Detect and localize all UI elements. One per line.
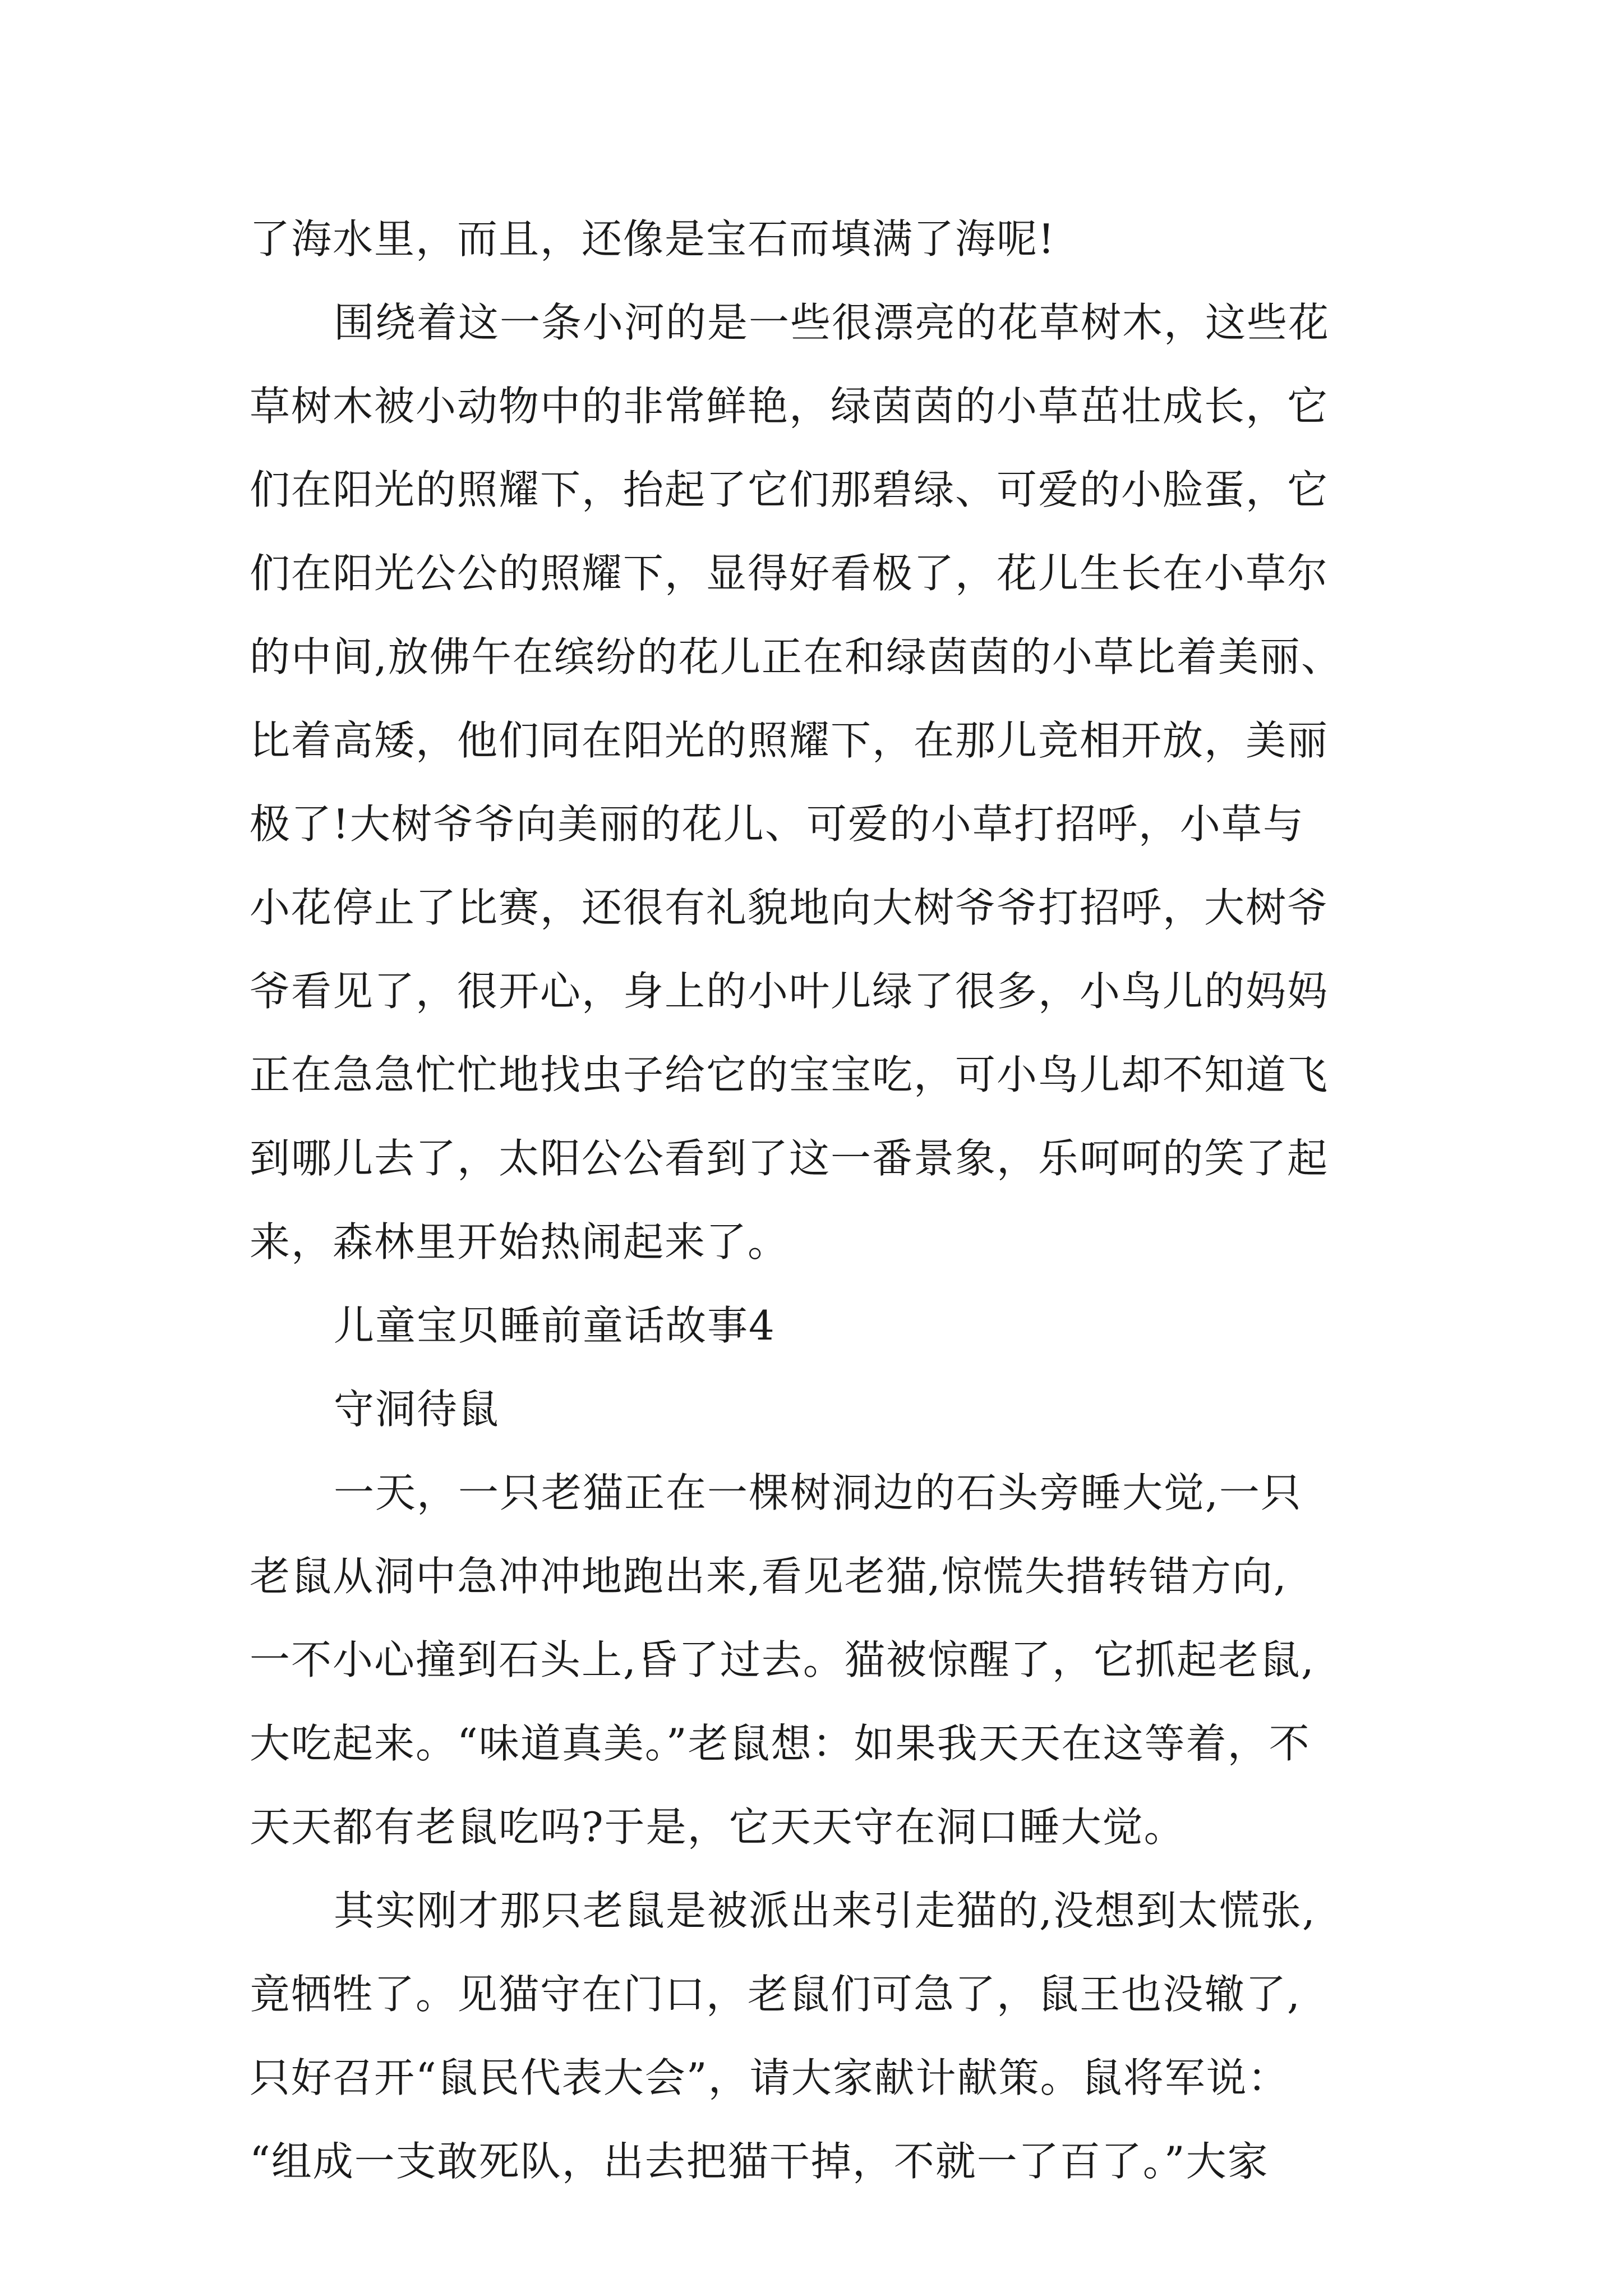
paragraph-start-line: 围绕着这一条小河的是一些很漂亮的花草树木，这些花 bbox=[334, 299, 1330, 346]
text-line: 比着高矮，他们同在阳光的照耀下，在那儿竞相开放，美丽 bbox=[250, 717, 1329, 764]
text-line: 只好召开“鼠民代表大会”，请大家献计献策。鼠将军说： bbox=[250, 2054, 1289, 2101]
text-line: 爷看见了，很开心，身上的小叶儿绿了很多，小鸟儿的妈妈 bbox=[250, 968, 1329, 1015]
body-text bbox=[250, 197, 1388, 2203]
text-line: 天天都有老鼠吃吗?于是，它天天守在洞口睡大觉。 bbox=[250, 1803, 1186, 1851]
text-line: 来，森林里开始热闹起来了。 bbox=[250, 1218, 790, 1266]
paragraph-start-line: 一天，一只老猫正在一棵树洞边的石头旁睡大觉,一只 bbox=[334, 1469, 1302, 1516]
text-line: 老鼠从洞中急冲冲地跑出来,看见老猫,惊慌失措转错方向, bbox=[250, 1553, 1288, 1600]
text-line: 正在急急忙忙地找虫子给它的宝宝吃，可小鸟儿却不知道飞 bbox=[250, 1051, 1329, 1098]
section-heading: 儿童宝贝睡前童话故事4 bbox=[334, 1302, 776, 1349]
story-title: 守洞待鼠 bbox=[334, 1386, 500, 1433]
paragraph-start-line: 其实刚才那只老鼠是被派出来引走猫的,没想到太慌张, bbox=[334, 1887, 1316, 1934]
text-line: 到哪儿去了，太阳公公看到了这一番景象，乐呵呵的笑了起 bbox=[250, 1135, 1329, 1182]
text-line: 们在阳光公公的照耀下，显得好看极了，花儿生长在小草尔 bbox=[250, 550, 1329, 597]
text-line: 了海水里，而且，还像是宝石而填满了海呢! bbox=[250, 215, 1055, 263]
text-line: 一不小心撞到石头上,昏了过去。猫被惊醒了，它抓起老鼠, bbox=[250, 1636, 1315, 1683]
text-line: 极了!大树爷爷向美丽的花儿、可爱的小草打招呼，小草与 bbox=[250, 800, 1304, 848]
text-line: “组成一支敢死队，出去把猫干掉，不就一了百了。”大家 bbox=[250, 2138, 1269, 2185]
text-line: 的中间,放佛午在缤纷的花儿正在和绿茵茵的小草比着美丽、 bbox=[250, 633, 1343, 680]
text-line: 大吃起来。“味道真美。”老鼠想：如果我天天在这等着，不 bbox=[250, 1720, 1311, 1767]
text-line: 草树木被小动物中的非常鲜艳，绿茵茵的小草茁壮成长，它 bbox=[250, 383, 1329, 430]
text-line: 小花停止了比赛，还很有礼貌地向大树爷爷打招呼，大树爷 bbox=[250, 884, 1329, 931]
text-line: 竟牺牲了。见猫守在门口，老鼠们可急了，鼠王也没辙了, bbox=[250, 1971, 1301, 2018]
text-line: 们在阳光的照耀下，抬起了它们那碧绿、可爱的小脸蛋，它 bbox=[250, 466, 1329, 513]
